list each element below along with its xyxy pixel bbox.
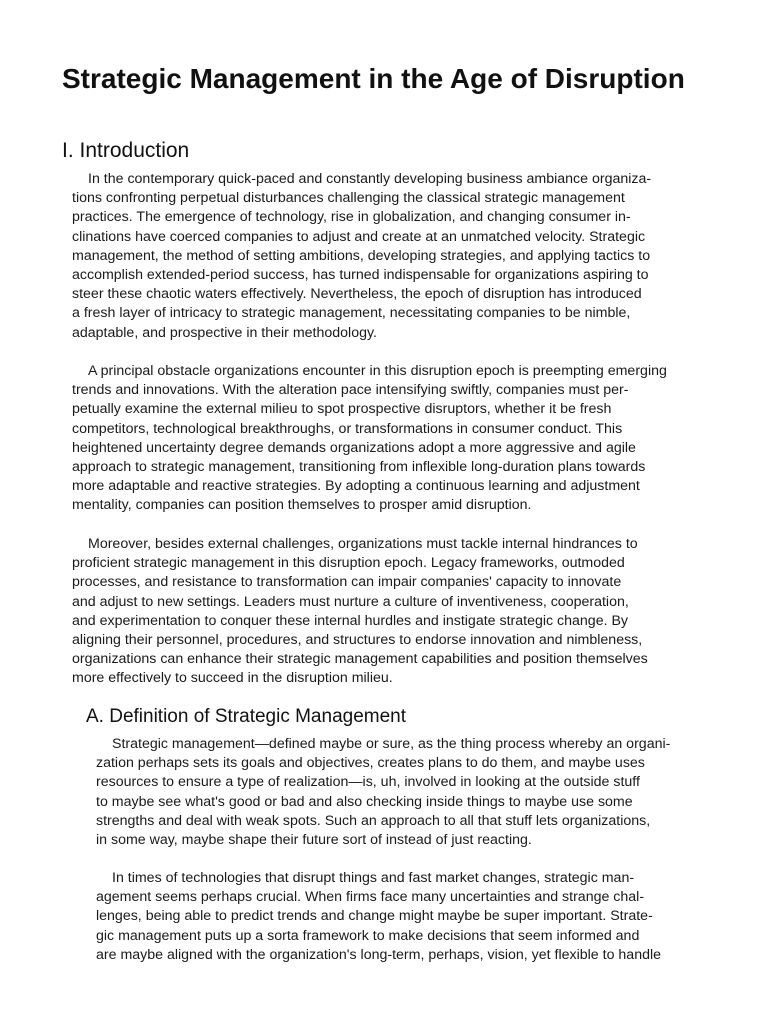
intro-paragraph: [72, 170, 651, 343]
subsection-heading-definition: A. Definition of Strategic Management: [86, 706, 407, 727]
text-line: aligning their personnel, procedures, and structures to endorse innovation and nimbleness,: [72, 632, 643, 649]
text-line: accomplish extended-period success, has turned indispensable for organizations aspiring to: [72, 267, 649, 284]
text-line: and adjust to new settings. Leaders must nurture a culture of inventiveness, cooperation,: [72, 593, 629, 610]
text-line: proficient strategic management in this disruption epoch. Legacy frameworks, outmoded: [72, 555, 625, 572]
text-line: mentality, companies can position themselves to prosper amid disruption.: [72, 497, 532, 514]
text-line: lenges, being able to predict trends and change might maybe be super important. Strate-: [96, 908, 653, 925]
text-line: approach to strategic management, transitioning from inflexible long-duration plans towards: [72, 459, 646, 476]
text-line: more adaptable and reactive strategies. By adopting a continuous learning and adjustment: [72, 478, 640, 495]
definition-paragraph: [96, 869, 661, 965]
text-line: gic management puts up a sorta framework to make decisions that seem informed and: [96, 927, 640, 944]
text-line: practices. The emergence of technology, rise in globalization, and changing consumer in-: [72, 209, 631, 226]
text-line: management, the method of setting ambitions, developing strategies, and applying tactics to: [72, 247, 651, 264]
text-line: processes, and resistance to transformation can impair companies' capacity to innovate: [72, 574, 622, 591]
text-line: zation perhaps sets its goals and objectives, creates plans to do them, and maybe uses: [96, 755, 645, 772]
text-line: A principal obstacle organizations encounter in this disruption epoch is preempting emerging: [88, 363, 667, 379]
text-line: clinations have coerced companies to adjust and create at an unmatched velocity. Strategic: [72, 228, 646, 245]
text-line: tions confronting perpetual disturbances challenging the classical strategic management: [72, 190, 625, 207]
text-line: In the contemporary quick-paced and constantly developing business ambiance organiza-: [88, 171, 652, 187]
text-line: steer these chaotic waters effectively. Nevertheless, the epoch of disruption has introduced: [72, 286, 642, 303]
text-line: more effectively to succeed in the disruption milieu.: [72, 670, 393, 687]
definition-paragraph: [96, 735, 670, 850]
text-line: competitors, technological breakthroughs, or transformations in consumer conduct. This: [72, 420, 623, 437]
text-line: in some way, maybe shape their future sort of instead of just reacting.: [96, 832, 532, 849]
section-heading-introduction: I. Introduction: [62, 139, 190, 162]
text-line: agement seems perhaps crucial. When firms face many uncertainties and strange chal-: [96, 889, 645, 906]
intro-paragraph: [72, 362, 667, 516]
text-line: organizations can enhance their strategic management capabilities and position themselves: [72, 651, 648, 668]
text-line: petually examine the external milieu to spot prospective disruptors, whether it be fresh: [72, 401, 612, 418]
text-line: Strategic management—defined maybe or sure, as the thing process whereby an organi-: [112, 736, 671, 752]
text-line: adaptable, and prospective in their methodology.: [72, 324, 377, 341]
text-line: to maybe see what's good or bad and also checking inside things to maybe use some: [96, 793, 633, 810]
text-line: In times of technologies that disrupt things and fast market changes, strategic man-: [112, 870, 635, 886]
text-line: trends and innovations. With the alteration pace intensifying swiftly, companies must per-: [72, 382, 629, 399]
text-line: are maybe aligned with the organization's long-term, perhaps, vision, yet flexible to handle: [96, 946, 662, 963]
text-line: and experimentation to conquer these internal hurdles and instigate strategic change. By: [72, 612, 629, 629]
text-line: a fresh layer of intricacy to strategic management, necessitating companies to be nimble,: [72, 305, 631, 322]
document-title: Strategic Management in the Age of Disruption: [62, 63, 685, 94]
text-line: heightened uncertainty degree demands organizations adopt a more aggressive and agile: [72, 439, 636, 456]
intro-paragraph: [72, 535, 648, 689]
text-line: Moreover, besides external challenges, organizations must tackle internal hindrances to: [88, 536, 638, 552]
text-line: resources to ensure a type of realization—is, uh, involved in looking at the outside stuff: [96, 774, 640, 791]
text-line: strengths and deal with weak spots. Such an approach to all that stuff lets organizations,: [96, 812, 651, 829]
